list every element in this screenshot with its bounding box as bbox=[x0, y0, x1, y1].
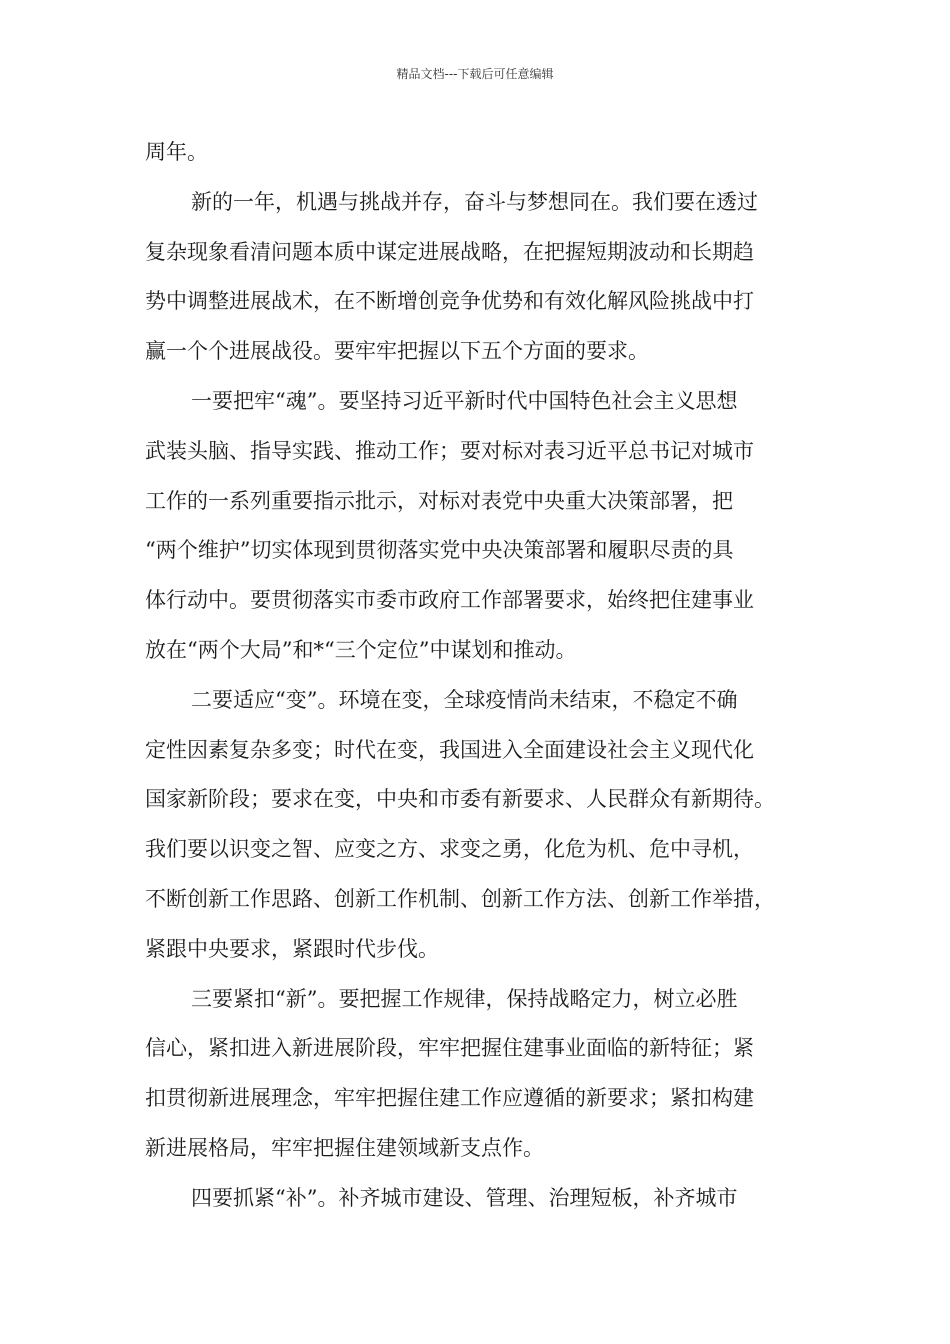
text-line: 放在“两个大局”和*“三个定位”中谋划和推动。 bbox=[145, 637, 577, 662]
text-line: 体行动中。要贯彻落实市委市政府工作部署要求，始终把住建事业 bbox=[145, 588, 754, 613]
text-line: 一要把牢“魂”。要坚持习近平新时代中国特色社会主义思想 bbox=[191, 388, 738, 413]
text-line: 复杂现象看清问题本质中谋定进展战略，在把握短期波动和长期趋 bbox=[145, 239, 754, 264]
text-line: 紧跟中央要求，紧跟时代步伐。 bbox=[145, 936, 439, 961]
text-line: 新的一年，机遇与挑战并存，奋斗与梦想同在。我们要在透过 bbox=[191, 189, 758, 214]
text-line: 我们要以识变之智、应变之方、求变之勇，化危为机、危中寻机， bbox=[145, 837, 754, 862]
text-line: 二要适应“变”。环境在变，全球疫情尚未结束，不稳定不确 bbox=[191, 687, 738, 712]
text-line: 工作的一系列重要指示批示，对标对表党中央重大决策部署，把 bbox=[145, 488, 733, 513]
text-line: 新进展格局，牢牢把握住建领域新支点作。 bbox=[145, 1135, 544, 1160]
text-line: 三要紧扣“新”。要把握工作规律，保持战略定力，树立必胜 bbox=[191, 986, 738, 1011]
text-line: 赢一个个进展战役。要牢牢把握以下五个方面的要求。 bbox=[145, 339, 649, 364]
page-header: 精品文档---下载后可任意编辑 bbox=[396, 67, 554, 81]
text-line: 扣贯彻新进展理念，牢牢把握住建工作应遵循的新要求；紧扣构建 bbox=[145, 1086, 754, 1111]
text-line: 国家新阶段；要求在变，中央和市委有新要求、人民群众有新期待。 bbox=[145, 787, 775, 812]
text-line: 势中调整进展战术，在不断增创竞争优势和有效化解风险挑战中打 bbox=[145, 289, 754, 314]
text-line: 周年。 bbox=[145, 140, 208, 164]
text-line: 信心，紧扣进入新进展阶段，牢牢把握住建事业面临的新特征；紧 bbox=[145, 1036, 754, 1061]
text-line: 四要抓紧“补”。补齐城市建设、管理、治理短板，补齐城市 bbox=[191, 1185, 738, 1210]
text-line: 定性因素复杂多变；时代在变，我国进入全面建设社会主义现代化 bbox=[145, 737, 754, 762]
text-line: 不断创新工作思路、创新工作机制、创新工作方法、创新工作举措， bbox=[145, 886, 775, 911]
text-line: “两个维护”切实体现到贯彻落实党中央决策部署和履职尽责的具 bbox=[145, 538, 734, 563]
document-body bbox=[145, 128, 811, 1224]
text-line: 武装头脑、指导实践、推动工作；要对标对表习近平总书记对城市 bbox=[145, 438, 754, 463]
